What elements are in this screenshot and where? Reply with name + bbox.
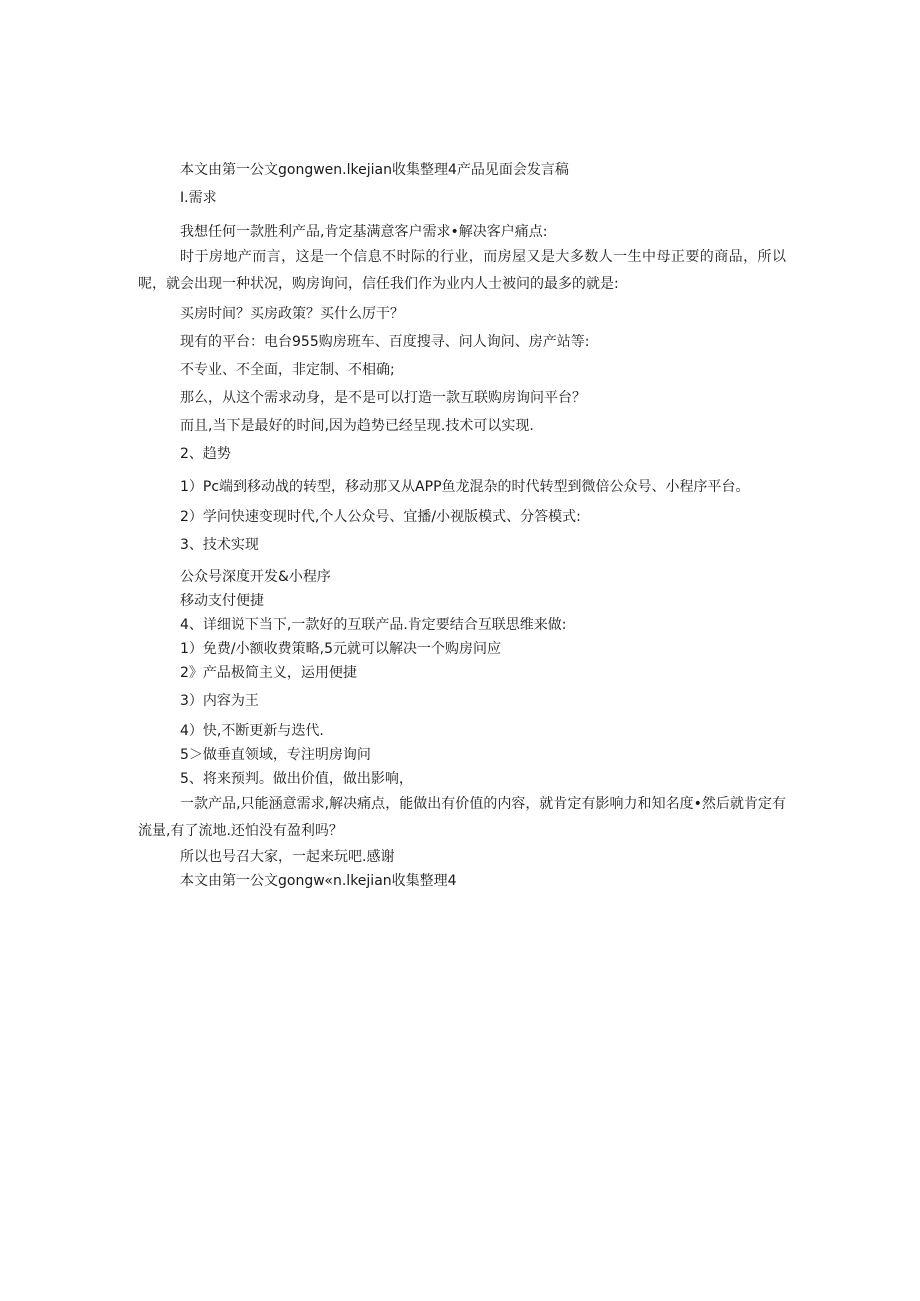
list-item: 5＞做垂直领域，专注明房询问 bbox=[180, 747, 371, 763]
list-item: 2》产品极简主义，运用便捷 bbox=[180, 665, 357, 681]
paragraph: 公众号深度开发&小程序 bbox=[180, 569, 331, 585]
paragraph: 我想任何一款胜利产品,肯定基满意客户需求•解决客户痛点: bbox=[180, 224, 548, 240]
list-item: 2）学问快速变现时代,个人公众号、宜播/小视版模式、分答模式: bbox=[180, 509, 581, 525]
document-body bbox=[138, 158, 786, 893]
section-heading-trend: 2、趋势 bbox=[180, 446, 231, 462]
paragraph: 现有的平台：电台955购房班车、百度搜寻、问人询问、房产站等: bbox=[180, 334, 590, 350]
paragraph: 不专业、不全面，非定制、不相确; bbox=[180, 362, 395, 378]
paragraph: 所以也号召大家，一起来玩吧.感谢 bbox=[180, 849, 395, 865]
list-item: 1）免费/小额收费策略,5元就可以解决一个购房问应 bbox=[180, 641, 501, 657]
paragraph: 买房时间？买房政策？买什么厉干？ bbox=[180, 306, 404, 322]
list-item: 1）Pc端到移动战的转型，移动那又从APP鱼龙混杂的时代转型到微倍公众号、小程序平台。 bbox=[180, 479, 750, 495]
section-heading-product: 4、详细说下当下,一款好的互联产品.肯定要结合互联思维来做: bbox=[180, 617, 567, 633]
section-heading-forecast: 5、将来预判。做出价值，做出影响， bbox=[180, 771, 413, 787]
paragraph: 而且,当下是最好的时间,因为趋势已经呈现.技术可以实现. bbox=[180, 418, 534, 434]
paragraph: 一款产品,只能涵意需求,解决痛点，能做出有价值的内容，就肯定有影响力和知名度•然后就肯定有流量,有了流地.还怕没有盈利吗？ bbox=[138, 796, 786, 839]
paragraph: 那么，从这个需求动身，是不是可以打造一款互联购房询问平台？ bbox=[180, 390, 586, 406]
section-heading-technology: 3、技术实现 bbox=[180, 537, 259, 553]
paragraph: 移动支付便捷 bbox=[180, 593, 264, 609]
list-item: 3）内容为王 bbox=[180, 693, 259, 709]
list-item: 4）快,不断更新与迭代. bbox=[180, 723, 324, 739]
source-note-top: 本文由第一公文gongwen.lkejian收集整理4产品见面会发言稿 bbox=[180, 162, 569, 178]
source-note-bottom: 本文由第一公文gongw«n.lkejian收集整理4 bbox=[180, 873, 457, 889]
section-heading-demand: I.需求 bbox=[180, 190, 217, 206]
paragraph: 时于房地产而言，这是一个信息不时际的行业，而房屋又是大多数人一生中母正要的商品，所以呢，就会出现一种状况，购房询问，信任我们作为业内人士被问的最多的就是: bbox=[138, 249, 786, 292]
